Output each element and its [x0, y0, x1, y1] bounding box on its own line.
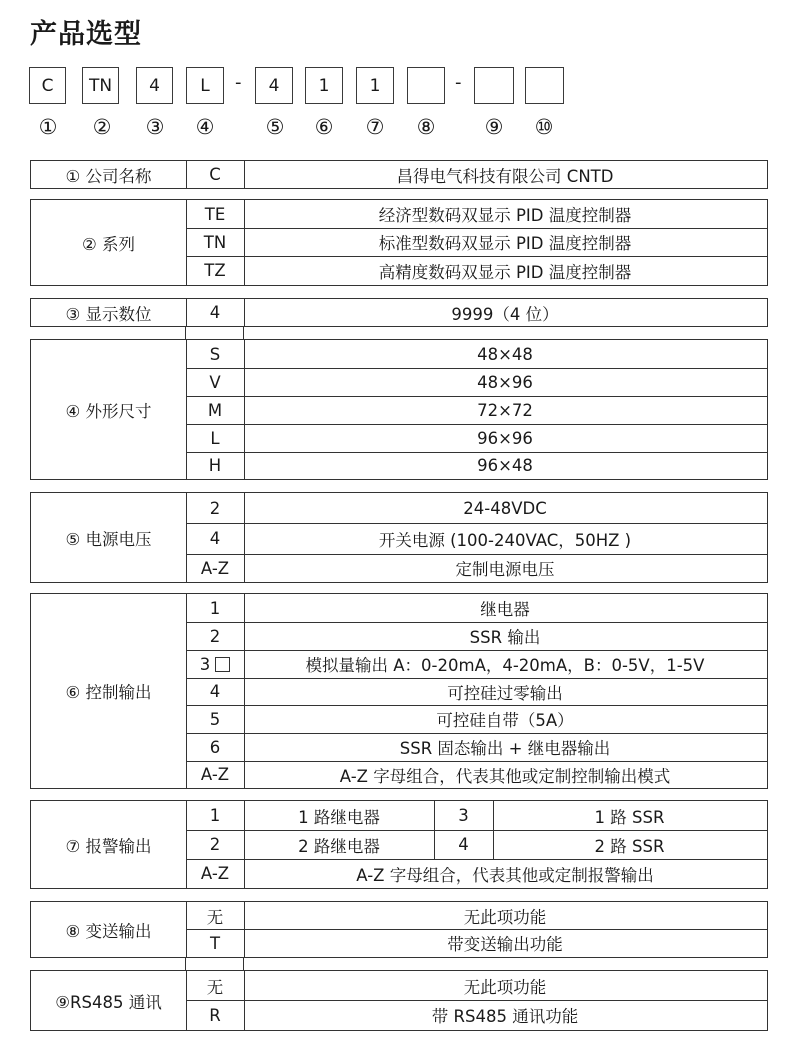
option-desc: A-Z 字母组合，代表其他或定制控制输出模式: [339, 766, 671, 786]
section-company: [30, 160, 768, 189]
code-box-2: TN: [82, 67, 119, 104]
section-label: ③ 显示数位: [65, 304, 152, 324]
option-desc: 2 路 SSR: [594, 836, 665, 856]
option-code: H: [208, 456, 222, 475]
option-desc: 72×72: [477, 400, 533, 420]
section-transmit-output: [30, 901, 768, 958]
option-code: V: [209, 372, 221, 392]
option-code: 5: [209, 709, 221, 729]
code-box-4: L: [186, 67, 224, 104]
position-number-8: ⑧: [416, 115, 436, 139]
option-desc: 经济型数码双显示 PID 温度控制器: [378, 206, 632, 225]
code-box-5: 4: [255, 67, 293, 104]
option-code: A-Z: [200, 558, 230, 578]
option-code: L: [210, 428, 220, 448]
section-label: ⑥ 控制输出: [65, 683, 152, 702]
section-rs485: [30, 970, 768, 1031]
code-box-1: C: [29, 67, 66, 104]
option-code: TE: [204, 204, 226, 224]
option-desc: 96×96: [477, 428, 533, 448]
option-desc: 9999（4 位）: [451, 304, 559, 324]
option-code: 4: [209, 303, 221, 322]
option-code: TZ: [204, 261, 226, 280]
option-desc: 开关电源 (100-240VAC，50HZ ): [378, 530, 632, 550]
code-box-3: 4: [136, 67, 173, 104]
option-desc: 96×48: [477, 456, 533, 475]
option-desc: 带 RS485 通讯功能: [431, 1007, 579, 1026]
position-number-4: ④: [195, 115, 215, 139]
option-code: TN: [203, 232, 227, 252]
section-label: ⑧ 变送输出: [65, 921, 152, 941]
option-desc: 可控硅过零输出: [447, 683, 563, 703]
option-code: 1: [209, 598, 221, 618]
section-label: ① 公司名称: [65, 166, 152, 186]
section-label: ④ 外形尺寸: [65, 401, 152, 421]
option-desc: 昌得电气科技有限公司 CNTD: [396, 166, 614, 186]
position-number-9: ⑨: [484, 115, 504, 139]
option-code: 4: [458, 835, 469, 854]
section-size: [30, 339, 768, 480]
option-code-with-checkbox: [186, 650, 244, 678]
option-code: 2: [209, 498, 221, 518]
option-desc: 标准型数码双显示 PID 温度控制器: [378, 234, 632, 253]
code-box-10: [525, 67, 564, 104]
option-desc: 48×48: [477, 344, 533, 364]
option-code: 2: [209, 835, 221, 854]
option-code: S: [209, 344, 221, 364]
position-number-6: ⑥: [314, 115, 334, 139]
option-code: 2: [209, 626, 221, 646]
option-desc: 2 路继电器: [298, 836, 380, 856]
option-code: C: [209, 165, 221, 184]
option-desc: 无此项功能: [463, 977, 547, 997]
code-dash-1: -: [235, 72, 242, 93]
code-dash-2: -: [455, 72, 462, 93]
position-number-7: ⑦: [365, 115, 385, 139]
section-label: ② 系列: [81, 234, 136, 254]
option-code: M: [207, 400, 223, 420]
position-number-3: ③: [145, 115, 165, 139]
option-code: 3: [199, 654, 211, 674]
option-desc: 1 路继电器: [298, 807, 380, 827]
option-code: T: [209, 933, 221, 953]
section-control-output: [30, 593, 768, 789]
option-desc: A-Z 字母组合，代表其他或定制报警输出: [356, 865, 654, 885]
position-number-5: ⑤: [265, 115, 285, 139]
option-code: 无: [206, 907, 224, 927]
option-desc: 无此项功能: [463, 907, 547, 927]
option-code: A-Z: [200, 765, 230, 784]
position-number-10: ⑩: [534, 115, 554, 139]
section-alarm-output: [30, 800, 768, 889]
option-code: 6: [209, 737, 221, 757]
option-code: 1: [209, 806, 221, 825]
option-desc: 48×96: [477, 372, 533, 392]
option-desc: 高精度数码双显示 PID 温度控制器: [378, 262, 632, 282]
section-label: ⑦ 报警输出: [65, 836, 152, 856]
code-box-7: 1: [356, 67, 394, 104]
section-power: [30, 492, 768, 583]
code-box-6: 1: [305, 67, 343, 104]
checkbox-square-icon: [215, 657, 230, 672]
code-box-8: [407, 67, 445, 104]
page-title: 产品选型: [30, 19, 142, 50]
option-desc: 继电器: [480, 600, 530, 619]
section-digits: [30, 298, 768, 327]
option-code: A-Z: [200, 864, 230, 883]
section-label: ⑨RS485 通讯: [55, 992, 162, 1012]
option-code: 3: [458, 806, 469, 825]
option-code: 4: [209, 529, 221, 548]
option-desc: 1 路 SSR: [594, 807, 665, 827]
section-series: [30, 199, 768, 286]
option-desc: SSR 固态输出 + 继电器输出: [399, 739, 611, 758]
option-code: 无: [206, 977, 224, 997]
section-label: ⑤ 电源电压: [65, 529, 152, 549]
position-number-1: ①: [38, 115, 58, 139]
option-code: 4: [209, 682, 221, 701]
option-desc: 24-48VDC: [463, 498, 547, 518]
position-number-2: ②: [92, 115, 112, 139]
option-code: R: [209, 1005, 221, 1025]
option-desc: 可控硅自带（5A）: [436, 711, 574, 730]
option-desc: 带变送输出功能: [447, 935, 563, 954]
option-desc: SSR 输出: [469, 628, 541, 647]
option-desc: 定制电源电压: [455, 560, 555, 579]
code-box-9: [474, 67, 514, 104]
option-desc: 模拟量输出 A：0-20mA，4-20mA，B：0-5V，1-5V: [305, 656, 705, 675]
